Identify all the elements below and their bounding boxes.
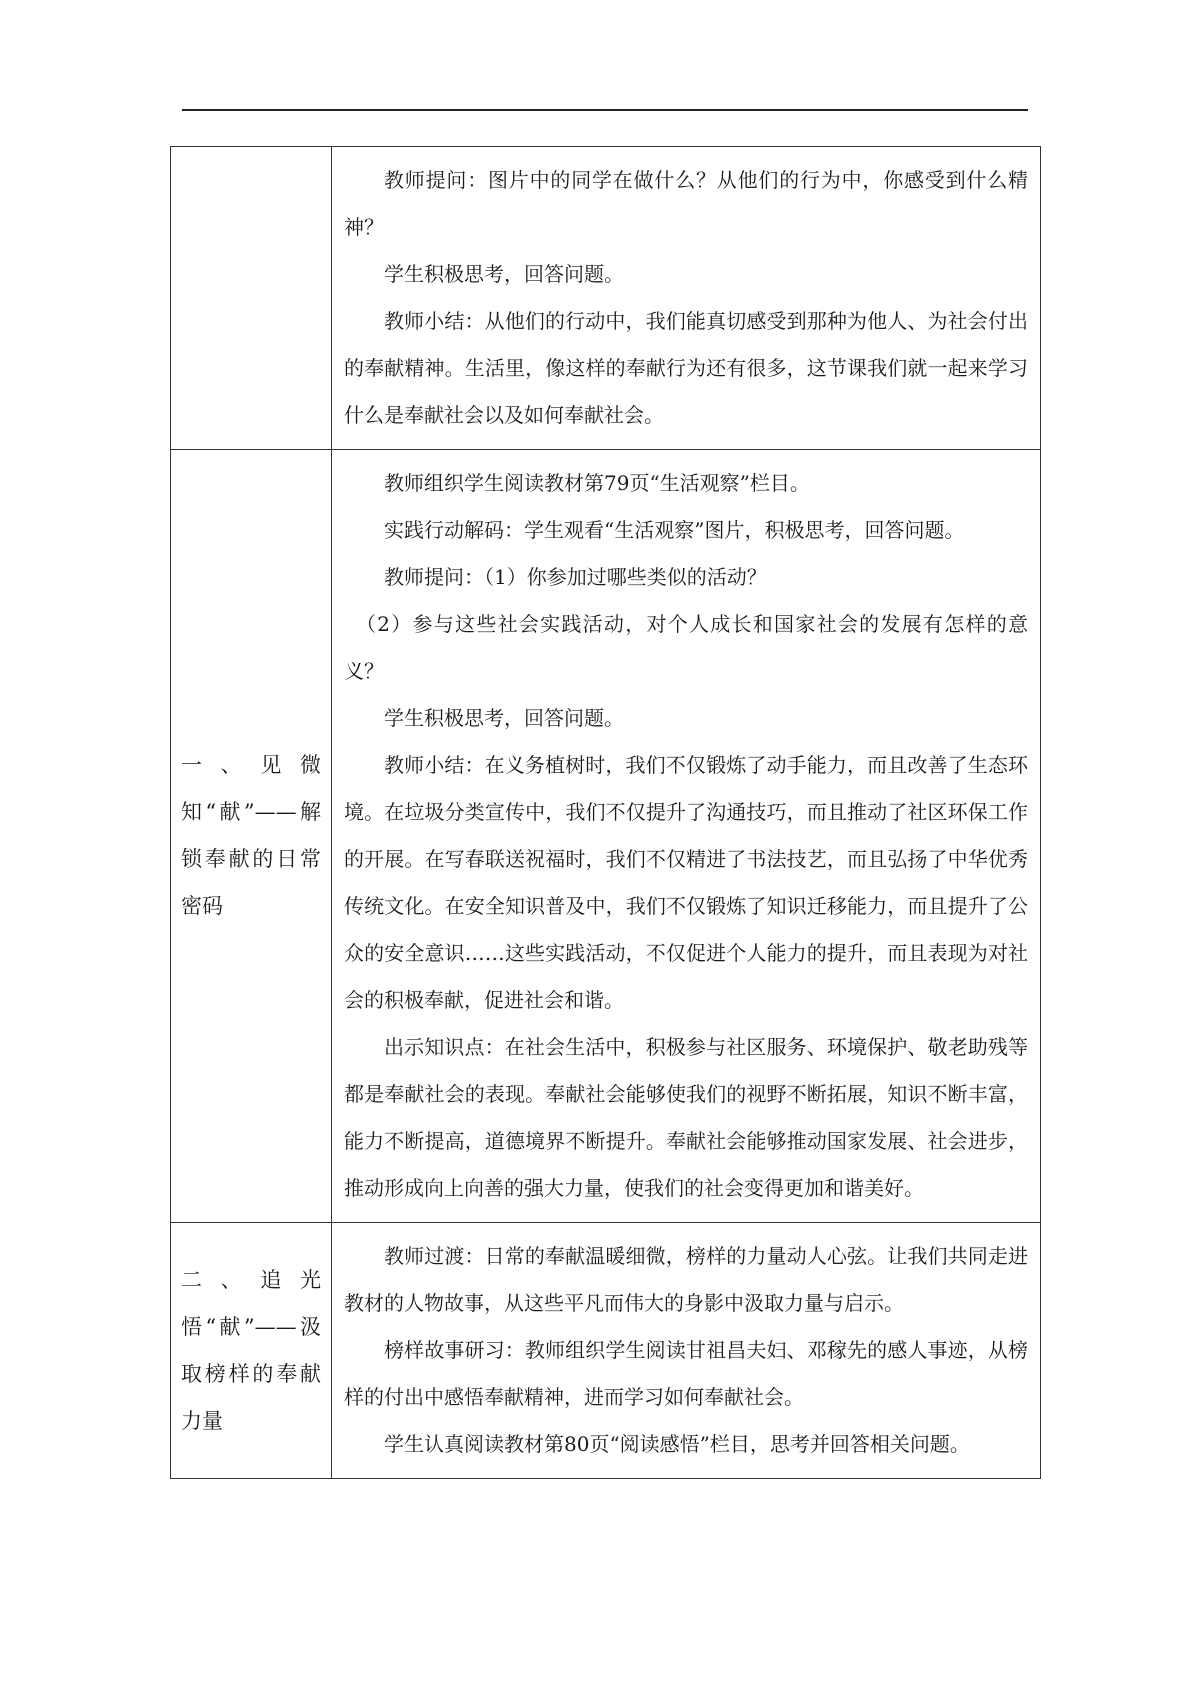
paragraph: 教师小结：从他们的行动中，我们能真切感受到那种为他人、为社会付出的奉献精神。生活里，像这样的奉献行为还有很多，这节课我们就一起来学习什么是奉献社会以及如何奉献社会。 (344, 309, 1028, 427)
paragraph: 教师提问：（1）你参加过哪些类似的活动？ (384, 565, 767, 589)
header-rule (182, 109, 1028, 111)
section-label: 一、见微知“献”——解锁奉献的日常密码 (181, 753, 321, 918)
table-row (171, 450, 1041, 1223)
section-label-cell (171, 450, 332, 1223)
paragraph: 教师组织学生阅读教材第79页“生活观察”栏目。 (384, 471, 810, 495)
paragraph: （2）参与这些社会实践活动，对个人成长和国家社会的发展有怎样的意义？ (344, 612, 1028, 683)
section-content-cell (332, 147, 1041, 450)
paragraph: 学生积极思考，回答问题。 (384, 706, 624, 730)
paragraph: 榜样故事研习：教师组织学生阅读甘祖昌夫妇、邓稼先的感人事迹，从榜样的付出中感悟奉献精神，进而学习如何奉献社会。 (344, 1338, 1028, 1409)
paragraph: 教师小结：在义务植树时，我们不仅锻炼了动手能力，而且改善了生态环境。在垃圾分类宣传中，我们不仅提升了沟通技巧，而且推动了社区环保工作的开展。在写春联送祝福时，我们不仅精进了书法技艺，而且弘扬了中华优秀传统文化。在安全知识普及中，我们不仅锻炼了知识迁移能力，而且提升了公众的安全意识……这些实践活动，不仅促进个人能力的提升，而且表现为对社会的积极奉献，促进社会和谐。 (344, 753, 1028, 1012)
section-label-cell (171, 147, 332, 450)
section-label: 二、追光悟“献”——汲取榜样的奉献力量 (181, 1267, 321, 1433)
paragraph: 教师过渡：日常的奉献温暖细微，榜样的力量动人心弦。让我们共同走进教材的人物故事，从这些平凡而伟大的身影中汲取力量与启示。 (344, 1244, 1028, 1315)
section-label-cell (171, 1223, 332, 1479)
paragraph: 出示知识点：在社会生活中，积极参与社区服务、环境保护、敬老助残等都是奉献社会的表现。奉献社会能够使我们的视野不断拓展，知识不断丰富，能力不断提高，道德境界不断提升。奉献社会能够推动国家发展、社会进步，推动形成向上向善的强大力量，使我们的社会变得更加和谐美好。 (344, 1035, 1028, 1200)
table-row (171, 147, 1041, 450)
section-content-cell (332, 1223, 1041, 1479)
paragraph: 学生积极思考，回答问题。 (384, 262, 624, 286)
lesson-plan-table (170, 146, 1041, 1479)
paragraph: 学生认真阅读教材第80页“阅读感悟”栏目，思考并回答相关问题。 (384, 1432, 970, 1456)
section-content-cell (332, 450, 1041, 1223)
paragraph: 教师提问：图片中的同学在做什么？从他们的行为中，你感受到什么精神？ (344, 168, 1028, 239)
table-row (171, 1223, 1041, 1479)
paragraph: 实践行动解码：学生观看“生活观察”图片，积极思考，回答问题。 (384, 518, 965, 542)
